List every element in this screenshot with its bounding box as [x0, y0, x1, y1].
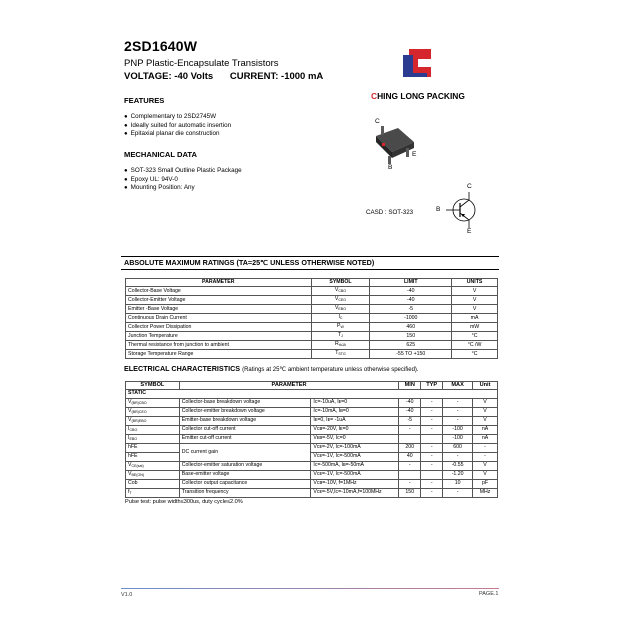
- symbol-text: f: [128, 488, 130, 495]
- column-header: PARAMETER: [126, 279, 312, 287]
- symbol-text: V: [128, 470, 132, 477]
- typ-cell: -: [421, 479, 443, 488]
- table-row: [126, 425, 498, 434]
- condition-cell: Vᴄᴇ=-1V, Iᴄ=-500mA: [311, 470, 399, 479]
- features-heading: FEATURES: [124, 96, 165, 105]
- elec-heading-note: (Ratings at 25℃ ambient temperature unless otherwise specified).: [242, 367, 419, 373]
- parameter-cell: Collector-emitter breakdown voltage: [179, 407, 311, 416]
- parameter-cell: Collector-base breakdown voltage: [179, 398, 311, 407]
- table-row: [126, 323, 498, 332]
- column-header: PARAMETER: [179, 382, 399, 390]
- max-cell: 10: [443, 479, 473, 488]
- unit-cell: mW: [452, 323, 498, 332]
- condition-cell: Iᴇ=0, Iᴇ= -1uA: [311, 416, 399, 425]
- unit-cell: V: [473, 461, 498, 470]
- footer-version: V1.0: [121, 592, 133, 598]
- symbol-subscript: T: [129, 490, 132, 495]
- list-item: ● Mounting Position: Any: [124, 184, 242, 193]
- list-item: ● Epitaxial planar die construction: [124, 130, 231, 139]
- unit-cell: °C: [452, 332, 498, 341]
- column-header: MIN: [399, 382, 421, 390]
- features-list: [124, 113, 231, 139]
- list-item: ● Ideally suited for automatic insertion: [124, 122, 231, 131]
- unit-cell: °C: [452, 350, 498, 359]
- symbol-cell: [311, 341, 370, 350]
- min-cell: 150: [399, 488, 421, 497]
- min-cell: -: [399, 461, 421, 470]
- symbol-subscript: STG: [338, 352, 346, 357]
- symbol-cell: [126, 407, 180, 416]
- schematic-label-e: E: [467, 228, 472, 235]
- parameter-cell: DC current gain: [179, 443, 311, 461]
- typ-cell: -: [421, 425, 443, 434]
- parameter-cell: Base-emitter voltage: [179, 470, 311, 479]
- column-header: MAX: [443, 382, 473, 390]
- unit-cell: pF: [473, 479, 498, 488]
- condition-cell: Vᴇʙ=-5V, Iᴄ=0: [311, 434, 399, 443]
- symbol-cell: [126, 470, 180, 479]
- symbol-subscript: CBO: [338, 289, 347, 294]
- footer-page: PAGE.1: [479, 591, 499, 597]
- max-cell: -: [443, 416, 473, 425]
- voltage-rating: VOLTAGE: -40 Volts: [124, 71, 214, 82]
- symbol-cell: [311, 323, 370, 332]
- package-pin-b: B: [388, 164, 393, 171]
- symbol-subscript: CBO: [129, 427, 138, 432]
- parameter-cell: Emitter -Base Voltage: [126, 305, 312, 314]
- table-row: [126, 332, 498, 341]
- table-row: [126, 390, 498, 398]
- condition-cell: Vᴄᴇ=-5V,Iᴄ=-10mA,f=100MHz: [311, 488, 399, 497]
- column-header: SYMBOL: [126, 382, 180, 390]
- table-row: [126, 470, 498, 479]
- unit-cell: V: [452, 287, 498, 296]
- max-cell: -100: [443, 425, 473, 434]
- table-row: [126, 296, 498, 305]
- limit-cell: 460: [370, 323, 452, 332]
- column-header: LIMIT: [370, 279, 452, 287]
- parameter-cell: Transition frequency: [179, 488, 311, 497]
- list-item: ● SOT-323 Small Outline Plastic Package: [124, 167, 242, 176]
- symbol-text: hFE: [128, 443, 138, 450]
- table-row: [126, 479, 498, 488]
- company-name-rest: HING LONG PACKING: [377, 91, 465, 101]
- table-row: [126, 488, 498, 497]
- column-header: Unit: [473, 382, 498, 390]
- condition-cell: Vᴄʙ=-20V, Iᴇ=0: [311, 425, 399, 434]
- symbol-text: V: [128, 461, 132, 468]
- list-item: ● Epoxy UL: 94V-0: [124, 176, 242, 185]
- symbol-cell: [311, 305, 370, 314]
- unit-cell: V: [452, 296, 498, 305]
- symbol-subscript: (BR)EBO: [131, 418, 147, 423]
- package-pin-c: C: [375, 118, 380, 125]
- parameter-cell: Collector Power Dissipation: [126, 323, 312, 332]
- typ-cell: -: [421, 416, 443, 425]
- symbol-text: P: [337, 323, 341, 330]
- parameter-cell: Collector cut-off current: [179, 425, 311, 434]
- mechanical-list: [124, 167, 242, 193]
- condition-cell: Vᴄʙ=-10V, f=1MHz: [311, 479, 399, 488]
- table-row: [126, 341, 498, 350]
- unit-cell: mA: [452, 314, 498, 323]
- max-cell: -: [443, 398, 473, 407]
- schematic-label-c: C: [467, 183, 472, 190]
- symbol-subscript: (BR)CBO: [131, 400, 147, 405]
- schematic-label-b: B: [436, 206, 441, 213]
- part-number: 2SD1640W: [124, 38, 198, 54]
- unit-cell: MHz: [473, 488, 498, 497]
- table-row: [126, 434, 498, 443]
- limit-cell: 625: [370, 341, 452, 350]
- case-label: CASD : SOT-323: [366, 209, 414, 216]
- symbol-cell: [126, 452, 180, 461]
- unit-cell: -: [473, 443, 498, 452]
- parameter-cell: Collector output capacitance: [179, 479, 311, 488]
- company-name-initial: C: [371, 91, 378, 101]
- symbol-subscript: thJA: [338, 343, 346, 348]
- limit-cell: -1000: [370, 314, 452, 323]
- parameter-cell: Continuous Drain Current: [126, 314, 312, 323]
- table-row: [126, 287, 498, 296]
- symbol-subscript: EBO: [129, 436, 138, 441]
- symbol-cell: [126, 425, 180, 434]
- parameter-cell: Collector-emitter saturation voltage: [179, 461, 311, 470]
- package-pin-e: E: [412, 151, 417, 158]
- parameter-cell: Junction Temperature: [126, 332, 312, 341]
- elec-char-table: [125, 381, 498, 498]
- section-divider: [121, 269, 499, 270]
- column-header: SYMBOL: [311, 279, 370, 287]
- max-cell: -: [443, 488, 473, 497]
- mechanical-heading: MECHANICAL DATA: [124, 150, 197, 159]
- symbol-cell: [311, 296, 370, 305]
- limit-cell: 150: [370, 332, 452, 341]
- pulse-test-note: Pulse test: pulse width≤300us, duty cycle≤2.0%: [125, 499, 243, 505]
- table-row: [126, 443, 498, 452]
- company-logo-icon: [401, 46, 437, 80]
- symbol-text: V: [334, 287, 339, 294]
- symbol-text: V: [128, 398, 132, 405]
- condition-cell: Iᴄ=-10mA, Iʙ=0: [311, 407, 399, 416]
- min-cell: -40: [399, 398, 421, 407]
- elec-heading-title: ELECTRICAL CHARACTERISTICS: [124, 364, 241, 373]
- symbol-text: Cob: [128, 479, 138, 486]
- company-name: [371, 91, 465, 101]
- symbol-cell: [311, 287, 370, 296]
- min-cell: -: [399, 425, 421, 434]
- elec-heading: [124, 364, 419, 373]
- unit-cell: V: [473, 398, 498, 407]
- condition-cell: Iᴄ=-500mA, Iʙ=-50mA: [311, 461, 399, 470]
- condition-cell: Iᴄ=-10uA, Iᴇ=0: [311, 398, 399, 407]
- min-cell: 200: [399, 443, 421, 452]
- unit-cell: nA: [473, 425, 498, 434]
- symbol-subscript: C: [339, 316, 343, 321]
- limit-cell: -5: [370, 305, 452, 314]
- typ-cell: -: [421, 452, 443, 461]
- condition-cell: Vᴄᴇ=-2V, Iᴄ=-100mA: [311, 443, 399, 452]
- typ-cell: [421, 434, 443, 443]
- max-cell: -: [443, 407, 473, 416]
- section-divider: [121, 256, 499, 257]
- symbol-cell: [126, 488, 180, 497]
- symbol-text: hFE: [128, 452, 138, 459]
- symbol-text: I: [128, 425, 130, 432]
- symbol-text: I: [128, 434, 130, 441]
- symbol-cell: [311, 332, 370, 341]
- min-cell: [399, 434, 421, 443]
- symbol-text: V: [128, 407, 132, 414]
- typ-cell: -: [421, 488, 443, 497]
- unit-cell: V: [473, 416, 498, 425]
- parameter-cell: Emitter cut-off current: [179, 434, 311, 443]
- symbol-text: T: [335, 350, 339, 357]
- table-row: [126, 314, 498, 323]
- unit-cell: V: [473, 470, 498, 479]
- symbol-text: V: [128, 416, 132, 423]
- max-cell: -: [443, 452, 473, 461]
- limit-cell: -40: [370, 287, 452, 296]
- sot323-package-icon: [362, 118, 432, 174]
- symbol-text: I: [338, 314, 340, 321]
- table-row: [126, 398, 498, 407]
- symbol-cell: [311, 314, 370, 323]
- symbol-subscript: CEO: [338, 298, 347, 303]
- column-header: TYP: [421, 382, 443, 390]
- min-cell: -: [399, 479, 421, 488]
- symbol-text: V: [334, 305, 339, 312]
- parameter-cell: Thermal resistance from junction to ambient: [126, 341, 312, 350]
- parameter-cell: Storage Temperature Range: [126, 350, 312, 359]
- unit-cell: -: [473, 452, 498, 461]
- max-cell: -0.55: [443, 461, 473, 470]
- min-cell: [399, 470, 421, 479]
- list-item: ● Complementary to 2SD2745W: [124, 113, 231, 122]
- typ-cell: -: [421, 407, 443, 416]
- symbol-subscript: BE(ON): [131, 472, 145, 477]
- symbol-text: T: [337, 332, 342, 339]
- table-row: [126, 416, 498, 425]
- abs-max-heading: ABSOLUTE MAXIMUM RATINGS (TA=25℃ UNLESS OTHERWISE NOTED): [124, 258, 375, 267]
- unit-cell: V: [452, 305, 498, 314]
- symbol-cell: [126, 479, 180, 488]
- static-label: STATIC: [126, 390, 498, 398]
- symbol-text: V: [334, 296, 339, 303]
- unit-cell: V: [473, 407, 498, 416]
- voltage-current-line: [124, 71, 337, 82]
- min-cell: -5: [399, 416, 421, 425]
- limit-cell: -40: [370, 296, 452, 305]
- current-rating: CURRENT: -1000 mA: [229, 71, 324, 82]
- symbol-subscript: J: [341, 334, 343, 339]
- symbol-cell: [126, 398, 180, 407]
- symbol-cell: [126, 416, 180, 425]
- symbol-cell: [126, 461, 180, 470]
- table-row: [126, 305, 498, 314]
- symbol-text: R: [335, 341, 339, 348]
- parameter-cell: Collector-Base Voltage: [126, 287, 312, 296]
- table-header-row: [126, 382, 498, 390]
- limit-cell: -55 TO +150: [370, 350, 452, 359]
- max-cell: 600: [443, 443, 473, 452]
- device-subtitle: PNP Plastic-Encapsulate Transistors: [124, 58, 279, 69]
- symbol-subscript: W: [340, 325, 344, 330]
- symbol-subscript: EBO: [338, 307, 346, 312]
- symbol-cell: [126, 443, 180, 452]
- typ-cell: -: [421, 398, 443, 407]
- column-header: UNITS: [452, 279, 498, 287]
- typ-cell: -: [421, 443, 443, 452]
- pnp-transistor-symbol-icon: [440, 190, 488, 230]
- footer-divider: [121, 588, 499, 589]
- unit-cell: °C /W: [452, 341, 498, 350]
- typ-cell: -: [421, 461, 443, 470]
- table-row: [126, 461, 498, 470]
- symbol-cell: [311, 350, 370, 359]
- parameter-cell: Emitter-base breakdown voltage: [179, 416, 311, 425]
- abs-max-table: [125, 278, 498, 359]
- symbol-subscript: CE(sat): [131, 463, 144, 468]
- min-cell: -40: [399, 407, 421, 416]
- parameter-cell: Collector-Emitter Voltage: [126, 296, 312, 305]
- max-cell: -1.20: [443, 470, 473, 479]
- symbol-subscript: (BR)CEO: [131, 409, 147, 414]
- max-cell: -100: [443, 434, 473, 443]
- unit-cell: nA: [473, 434, 498, 443]
- typ-cell: [421, 470, 443, 479]
- table-row: [126, 350, 498, 359]
- table-row: [126, 407, 498, 416]
- min-cell: 40: [399, 452, 421, 461]
- table-header-row: [126, 279, 498, 287]
- symbol-cell: [126, 434, 180, 443]
- condition-cell: Vᴄᴇ=-1V, Iᴄ=-500mA: [311, 452, 399, 461]
